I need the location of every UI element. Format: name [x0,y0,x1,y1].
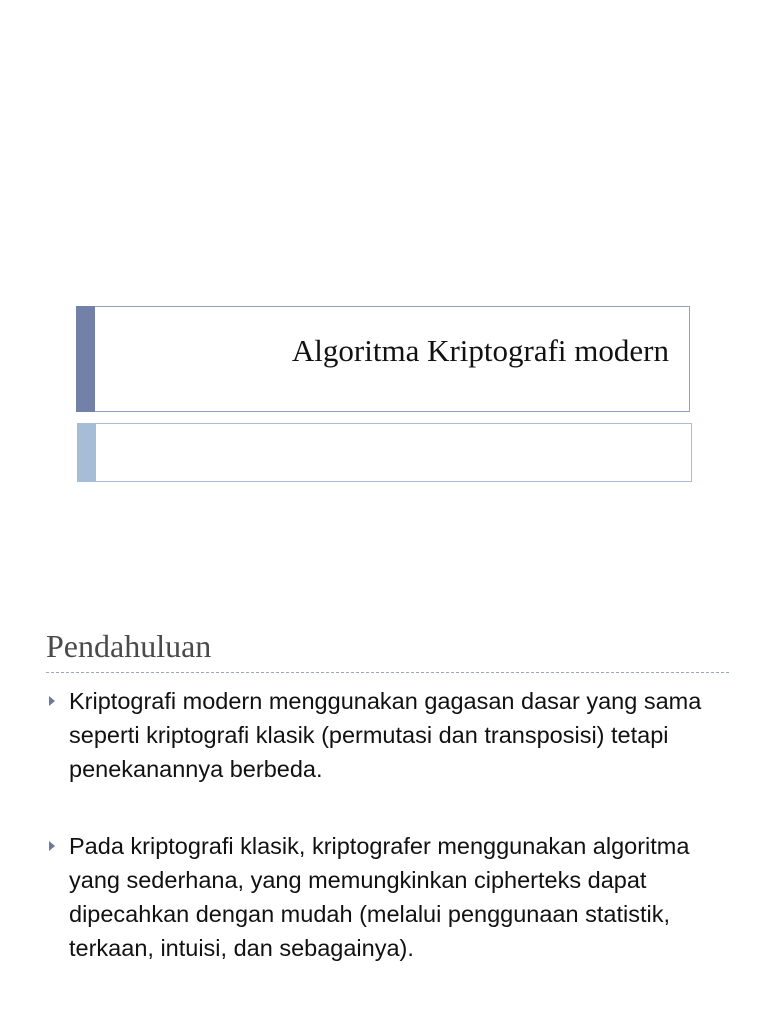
triangle-bullet-icon [49,841,55,851]
bullet-text: Kriptografi modern menggunakan gagasan dasar yang sama seperti kriptografi klasik (permutasi dan transposisi) tetapi penekanannya berbeda. [69,688,702,782]
slide-title: Algoritma Kriptografi modern [291,333,669,368]
title-accent-bar [76,306,95,412]
bullet-item [46,829,726,965]
heading-divider [46,672,729,673]
subtitle-box [77,423,692,482]
section-heading: Pendahuluan [46,628,212,664]
bullet-text: Pada kriptografi klasik, kriptografer menggunakan algoritma yang sederhana, yang memungkinkan cipherteks dapat dipecahkan dengan mudah (melalui penggunaan statistik, terkaan, intuisi, dan sebagainya). [69,833,690,961]
triangle-bullet-icon [49,696,55,706]
title-box [76,306,690,412]
subtitle-accent-bar [77,423,96,482]
bullet-item [46,684,726,786]
